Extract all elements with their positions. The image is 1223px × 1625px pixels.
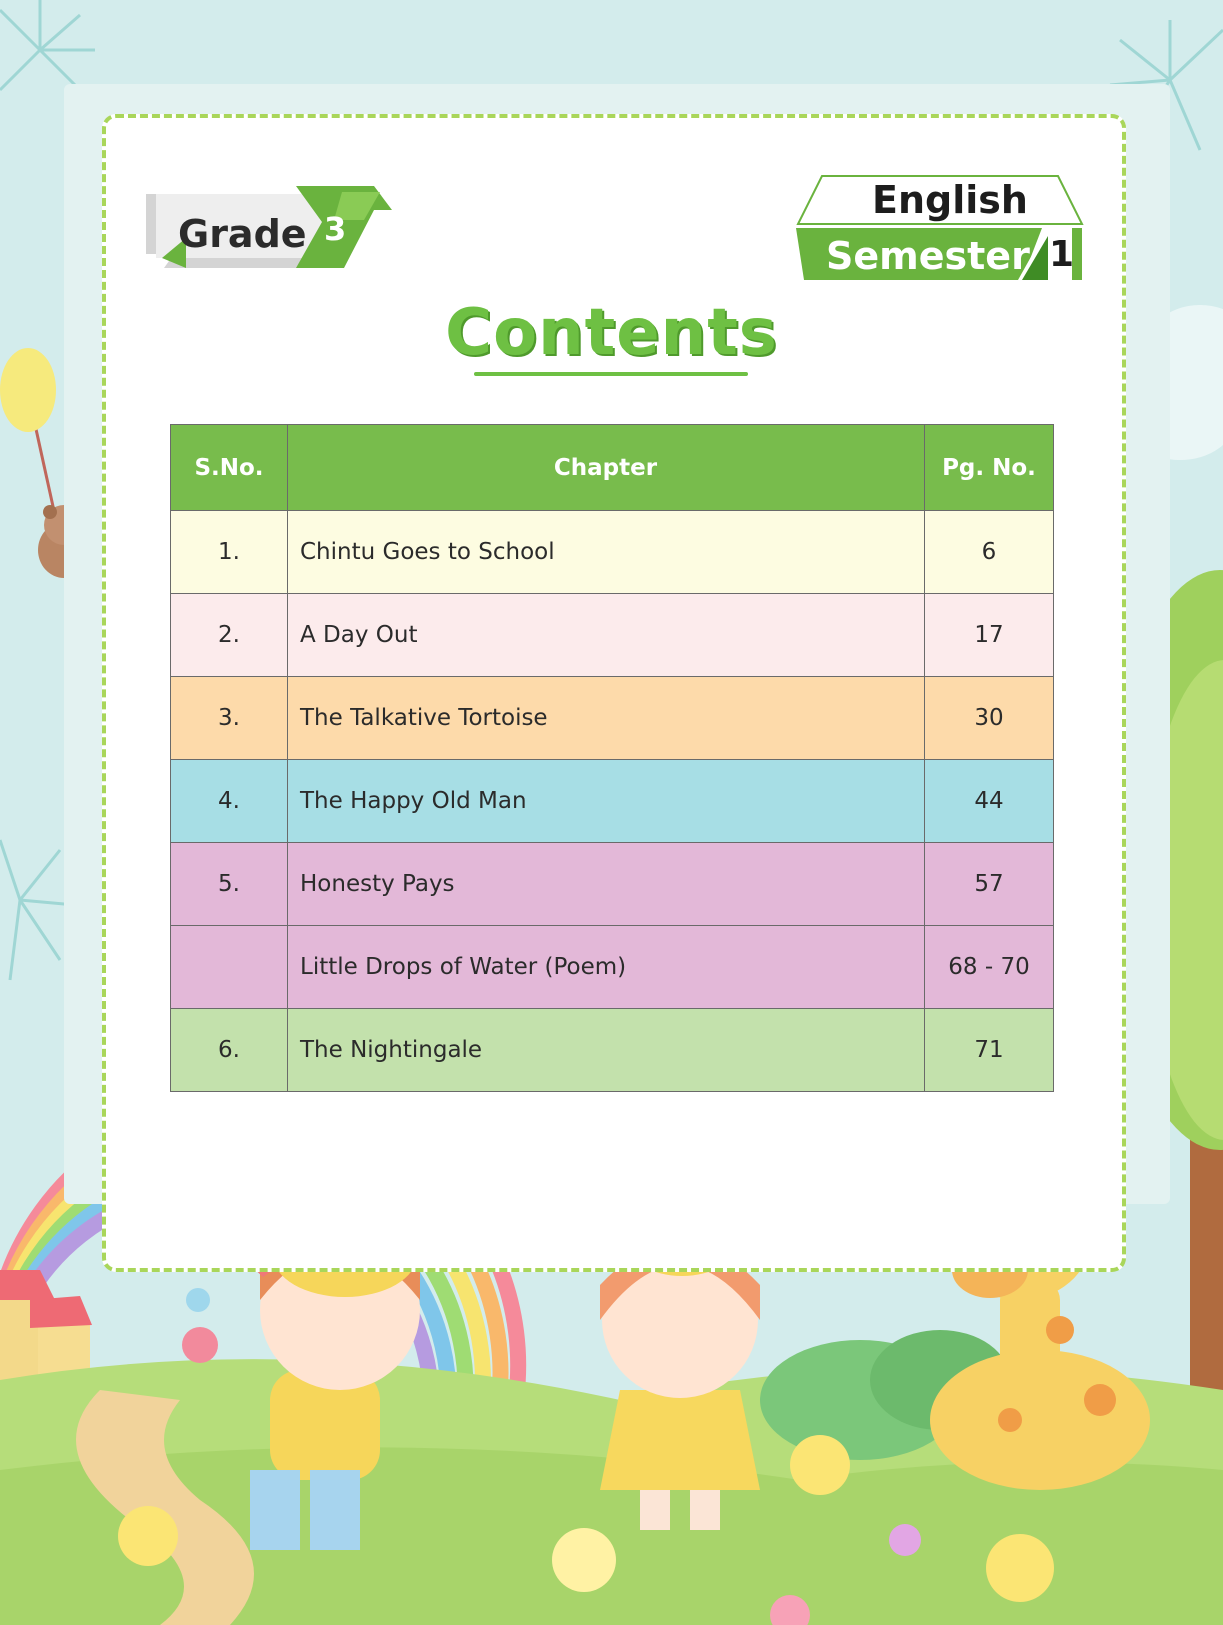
title-underline	[474, 372, 748, 376]
table-row	[171, 677, 1054, 760]
cell-sno: 5.	[171, 843, 288, 926]
table-row	[171, 1009, 1054, 1092]
grade-number: 3	[324, 210, 347, 248]
grade-label: Grade	[178, 212, 307, 256]
cell-page: 44	[925, 760, 1054, 843]
trumpet	[182, 1327, 218, 1363]
cell-chapter: The Happy Old Man	[288, 760, 925, 843]
chick-illustration	[986, 1534, 1054, 1602]
cell-page: 68 - 70	[925, 926, 1054, 1009]
chick-illustration	[118, 1506, 178, 1566]
cell-sno: 3.	[171, 677, 288, 760]
contents-table	[170, 424, 1054, 1092]
semester-label: Semester	[826, 234, 1030, 278]
chick-illustration	[790, 1435, 850, 1495]
cell-sno	[171, 926, 288, 1009]
table-row	[171, 511, 1054, 594]
table-row	[171, 594, 1054, 677]
cell-chapter: Chintu Goes to School	[288, 511, 925, 594]
cell-chapter: Honesty Pays	[288, 843, 925, 926]
cell-page: 57	[925, 843, 1054, 926]
header-page: Pg. No.	[925, 425, 1054, 511]
table-row	[171, 760, 1054, 843]
table-header-row	[171, 425, 1054, 511]
table-body	[171, 511, 1054, 1092]
page-title: Contents	[445, 296, 778, 370]
cell-chapter: Little Drops of Water (Poem)	[288, 926, 925, 1009]
cell-page: 30	[925, 677, 1054, 760]
table-row	[171, 843, 1054, 926]
cell-sno: 6.	[171, 1009, 288, 1092]
cell-sno: 2.	[171, 594, 288, 677]
cell-sno: 1.	[171, 511, 288, 594]
header-chapter: Chapter	[288, 425, 925, 511]
cell-chapter: The Talkative Tortoise	[288, 677, 925, 760]
cell-page: 6	[925, 511, 1054, 594]
cell-page: 17	[925, 594, 1054, 677]
semester-number: 1	[1049, 234, 1075, 275]
chick-illustration	[552, 1528, 616, 1592]
table-row	[171, 926, 1054, 1009]
subject-title: English	[872, 178, 1028, 222]
flower-decoration	[889, 1524, 921, 1556]
cell-sno: 4.	[171, 760, 288, 843]
cell-chapter: The Nightingale	[288, 1009, 925, 1092]
cell-page: 71	[925, 1009, 1054, 1092]
cell-chapter: A Day Out	[288, 594, 925, 677]
header-sno: S.No.	[171, 425, 288, 511]
